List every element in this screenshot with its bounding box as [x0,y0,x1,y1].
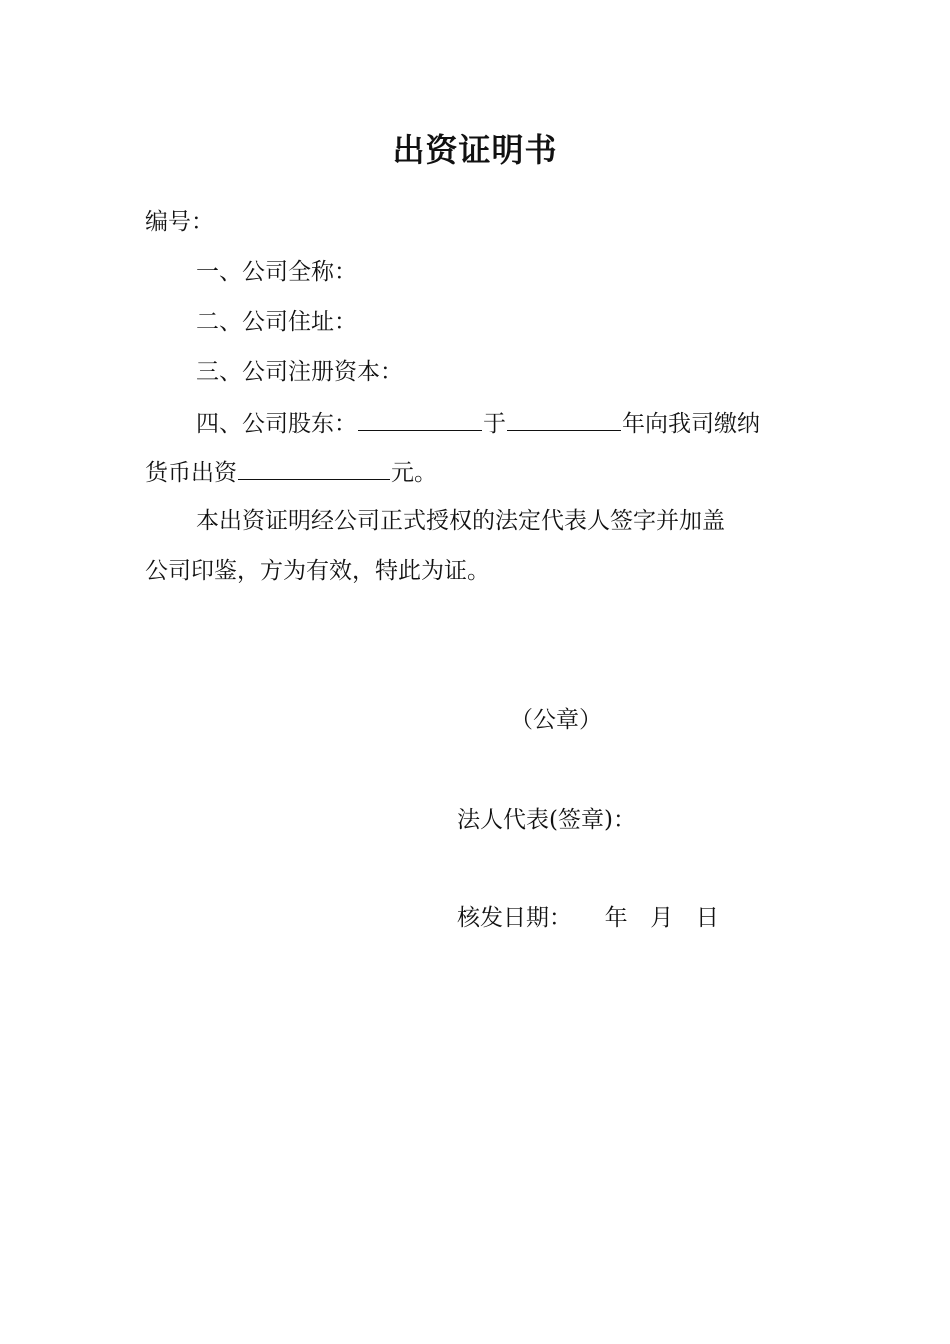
issue-date-line [457,900,719,936]
company-seal-label: （公章） [510,707,602,733]
statement-line-2: 公司印鉴，方为有效，特此为证。 [145,558,490,584]
registered-capital-label: 三、公司注册资本： [196,359,403,385]
issue-date-year: 年 [604,905,628,931]
issue-date-month: 月 [650,905,674,931]
shareholder-prefix: 四、公司股东： [196,411,357,437]
shareholder-name-blank[interactable] [358,404,482,431]
statement-line-1: 本出资证明经公司正式授权的法定代表人签字并加盖 [196,508,725,534]
shareholder-mid: 于 [483,411,506,437]
contribution-amount-line [145,453,437,491]
legal-representative-label: 法人代表(签章)： [457,807,636,833]
contribution-prefix: 货币出资 [145,460,237,486]
contribution-year-blank[interactable] [507,404,621,431]
serial-number-label: 编号： [145,209,214,235]
document-title: 出资证明书 [392,131,558,169]
issue-date-day: 日 [695,905,719,931]
company-address-label: 二、公司住址： [196,309,357,335]
shareholder-suffix: 年向我司缴纳 [622,411,760,437]
company-full-name-label: 一、公司全称： [196,259,357,285]
contribution-amount-blank[interactable] [238,453,390,480]
issue-date-label: 核发日期： [457,905,572,931]
shareholder-line [196,404,760,442]
contribution-suffix: 元。 [391,460,437,486]
